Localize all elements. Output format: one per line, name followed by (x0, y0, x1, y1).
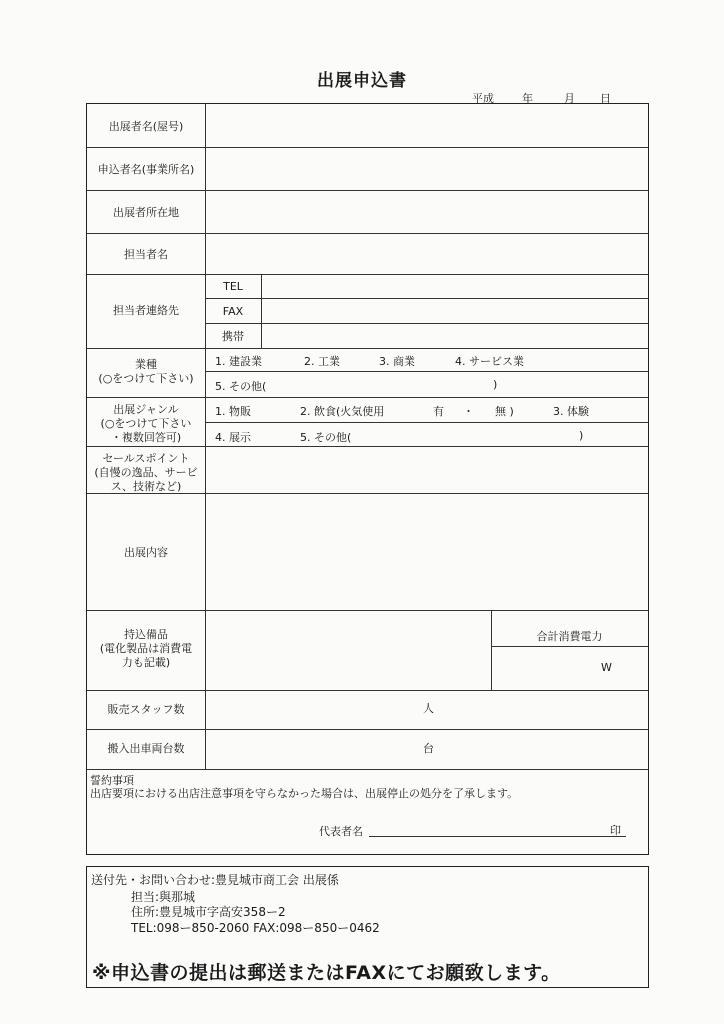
date-year: 年 (522, 92, 533, 105)
sub-row-divider (205, 298, 648, 299)
genre-other-close: ) (579, 429, 584, 442)
vehicle-unit: 台 (423, 742, 434, 755)
sub-row-divider (205, 323, 648, 324)
genre-option-other[interactable]: 5. その他( (300, 431, 352, 444)
sub-row-divider (205, 422, 648, 423)
row-divider (87, 348, 648, 349)
label-industry-note: (○をつけて下さい) (98, 372, 194, 385)
genre-fire-dot: ・ (463, 405, 474, 418)
contact-sub-divider (261, 274, 262, 348)
row-divider (87, 233, 648, 234)
contact-line-phone: TEL:098ー850-2060 FAX:098ー850ー0462 (131, 921, 380, 935)
label-exhibitor-name: 出展者名(屋号) (108, 120, 184, 133)
label-sales-note2: ス、技術など) (110, 480, 182, 493)
label-staff: 販売スタッフ数 (107, 703, 185, 716)
date-day: 日 (600, 92, 611, 105)
representative-label: 代表者名 (319, 825, 363, 838)
label-genre: 出展ジャンル (113, 403, 179, 416)
application-form-table (86, 103, 649, 855)
label-person: 担当者名 (124, 248, 168, 261)
genre-option-food[interactable]: 2. 飲食(火気使用 (300, 405, 385, 418)
label-tel: TEL (223, 280, 243, 293)
pledge-heading: 誓約事項 (90, 774, 134, 787)
label-industry: 業種 (135, 358, 157, 371)
row-divider (87, 147, 648, 148)
label-vehicles: 搬入出車両台数 (107, 742, 185, 755)
label-column-divider (205, 104, 206, 769)
label-genre-note: (○をつけて下さい (100, 417, 192, 430)
label-equipment-note: (電化製品は消費電 (99, 642, 193, 655)
label-equipment-note2: 力も記載) (121, 656, 171, 669)
industry-option-service[interactable]: 4. サービス業 (455, 355, 524, 368)
representative-signature-line[interactable] (369, 836, 626, 837)
row-divider (87, 690, 648, 691)
label-applicant-name: 申込者名(事業所名) (97, 163, 195, 176)
genre-fire-no[interactable]: 無 ) (495, 405, 514, 418)
industry-option-commerce[interactable]: 3. 商業 (379, 355, 415, 368)
row-divider (87, 610, 648, 611)
industry-option-construction[interactable]: 1. 建設業 (215, 355, 262, 368)
label-total-power: 合計消費電力 (536, 630, 603, 643)
genre-option-exhibit[interactable]: 4. 展示 (215, 431, 251, 444)
label-contact: 担当者連絡先 (113, 304, 179, 317)
row-divider (87, 274, 648, 275)
power-column-divider (491, 610, 492, 690)
submission-notice: ※申込書の提出は郵送またはFAXにてお願致します。 (92, 962, 561, 984)
pledge-text: 出店要項における出店注意事項を守らなかった場合は、出展停止の処分を了承します。 (90, 787, 519, 800)
label-mobile: 携帯 (222, 330, 244, 343)
row-divider (87, 397, 648, 398)
seal-mark: 印 (610, 824, 621, 837)
date-month: 月 (564, 92, 575, 105)
row-divider (87, 446, 648, 447)
row-divider (87, 729, 648, 730)
sub-row-divider (491, 646, 648, 647)
genre-option-experience[interactable]: 3. 体験 (553, 405, 589, 418)
contact-line-person: 担当:與那城 (131, 890, 196, 904)
sub-row-divider (205, 371, 648, 372)
label-equipment: 持込備品 (124, 628, 168, 641)
genre-fire-yes[interactable]: 有 (433, 405, 444, 418)
label-sales-point: セールスポイント (102, 452, 190, 465)
watt-unit: W (601, 661, 612, 674)
form-title: 出展申込書 (317, 71, 407, 91)
label-address: 出展者所在地 (113, 206, 179, 219)
row-divider (87, 769, 648, 770)
date-era: 平成 (472, 92, 494, 105)
contact-line-address: 住所:豊見城市字高安358ー2 (131, 905, 286, 919)
industry-option-industry[interactable]: 2. 工業 (304, 355, 340, 368)
genre-option-sales[interactable]: 1. 物販 (215, 405, 251, 418)
label-genre-note2: ・複数回答可) (110, 431, 182, 444)
label-content: 出展内容 (124, 546, 168, 559)
label-sales-note: (自慢の逸品、サービ (94, 466, 198, 479)
staff-unit: 人 (423, 702, 434, 715)
row-divider (87, 190, 648, 191)
label-fax: FAX (222, 305, 244, 318)
industry-other-close: ) (493, 378, 498, 391)
industry-option-other[interactable]: 5. その他( (215, 380, 267, 393)
contact-line-destination: 送付先・お問い合わせ:豊見城市商工会 出展係 (91, 873, 339, 887)
